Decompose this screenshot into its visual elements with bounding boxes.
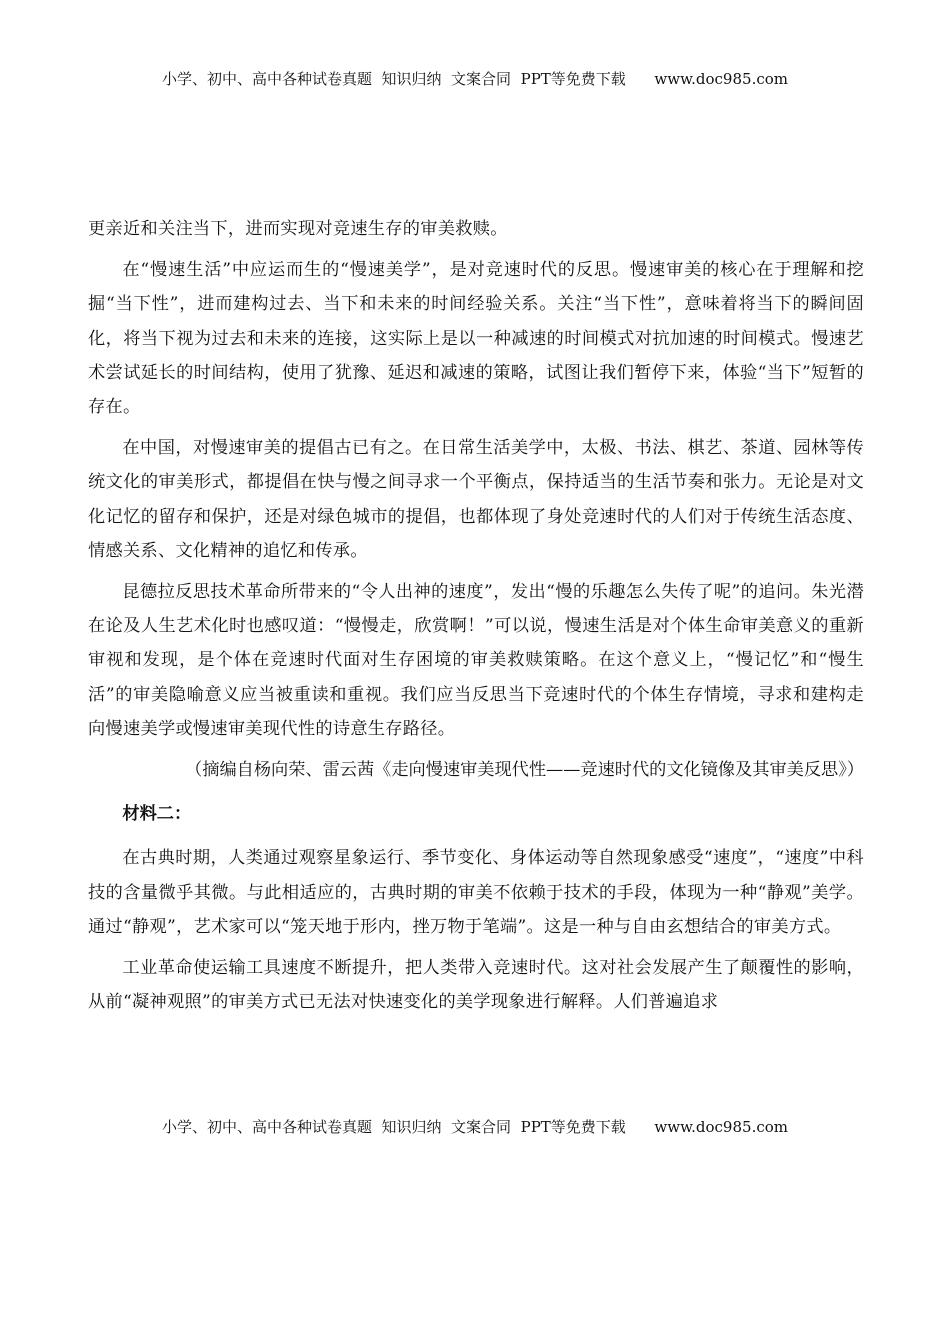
paragraph-continuation: 更亲近和关注当下，进而实现对竞速生存的审美救赎。 xyxy=(88,219,508,239)
paragraph-china-tradition: 在中国，对慢速审美的提倡古已有之。在日常生活美学中，太极、书法、棋艺、茶道、园林等传统文化的审美形式，都提倡在快与慢之间寻求一个平衡点，保持适当的生活节奏和张力。无论是对文化记忆的留存和保护，还是对绿色城市的提倡，也都体现了身处竞速时代的人们对于传统生活态度、情感关系、文化精神的追忆和传承。 xyxy=(88,438,864,561)
paragraph-slow-aesthetics: 在“慢速生活”中应运而生的“慢速美学”，是对竞速时代的反思。慢速审美的核心在于理解和挖掘“当下性”，进而建构过去、当下和未来的时间经验关系。关注“当下性”，意味着将当下的瞬间固化，将当下视为过去和未来的连接，这实际上是以一种减速的时间模式对抗加速的时间模式。慢速艺术尝试延长的时间结构，使用了犹豫、延迟和减速的策略，试图让我们暂停下来，体验“当下”短暂的存在。 xyxy=(88,260,864,418)
paragraph-kundera: 昆德拉反思技术革命所带来的“令人出神的速度”，发出“慢的乐趣怎么失传了呢”的追问。朱光潜在论及人生艺术化时也感叹道：“慢慢走，欣赏啊！”可以说，慢速生活是对个体生命审美意义的重新审视和发现，是个体在竞速时代面对生存困境的审美救赎策略。在这个意义上，“慢记忆”和“慢生活”的审美隐喻意义应当被重读和重视。我们应当反思当下竞速时代的个体生存情境，寻求和建构走向慢速美学或慢速审美现代性的诗意生存路径。 xyxy=(88,582,864,739)
page-header: 小学、初中、高中各种试卷真题 知识归纳 文案合同 PPT等免费下载 www.doc985.com xyxy=(161,70,788,88)
article-body xyxy=(88,212,864,1026)
paragraph-industrial-revolution: 工业革命使运输工具速度不断提升，把人类带入竞速时代。这对社会发展产生了颠覆性的影响，从前“凝神观照”的审美方式已无法对快速变化的美学现象进行解释。人们普遍追求 xyxy=(88,958,864,1013)
paragraph-classical-period: 在古典时期，人类通过观察星象运行、季节变化、身体运动等自然现象感受“速度”，“速度”中科技的含量微乎其微。与此相适应的，古典时期的审美不依赖于技术的手段，体现为一种“静观”美学。通过“静观”，艺术家可以“笼天地于形内，挫万物于笔端”。这是一种与自由玄想结合的审美方式。 xyxy=(88,848,864,937)
section-heading-material-two: 材料二： xyxy=(122,804,192,825)
source-citation: （摘编自杨向荣、雷云茜《走向慢速审美现代性——竞速时代的文化镜像及其审美反思》） xyxy=(185,760,864,781)
page-footer: 小学、初中、高中各种试卷真题 知识归纳 文案合同 PPT等免费下载 www.doc985.com xyxy=(161,1118,788,1136)
